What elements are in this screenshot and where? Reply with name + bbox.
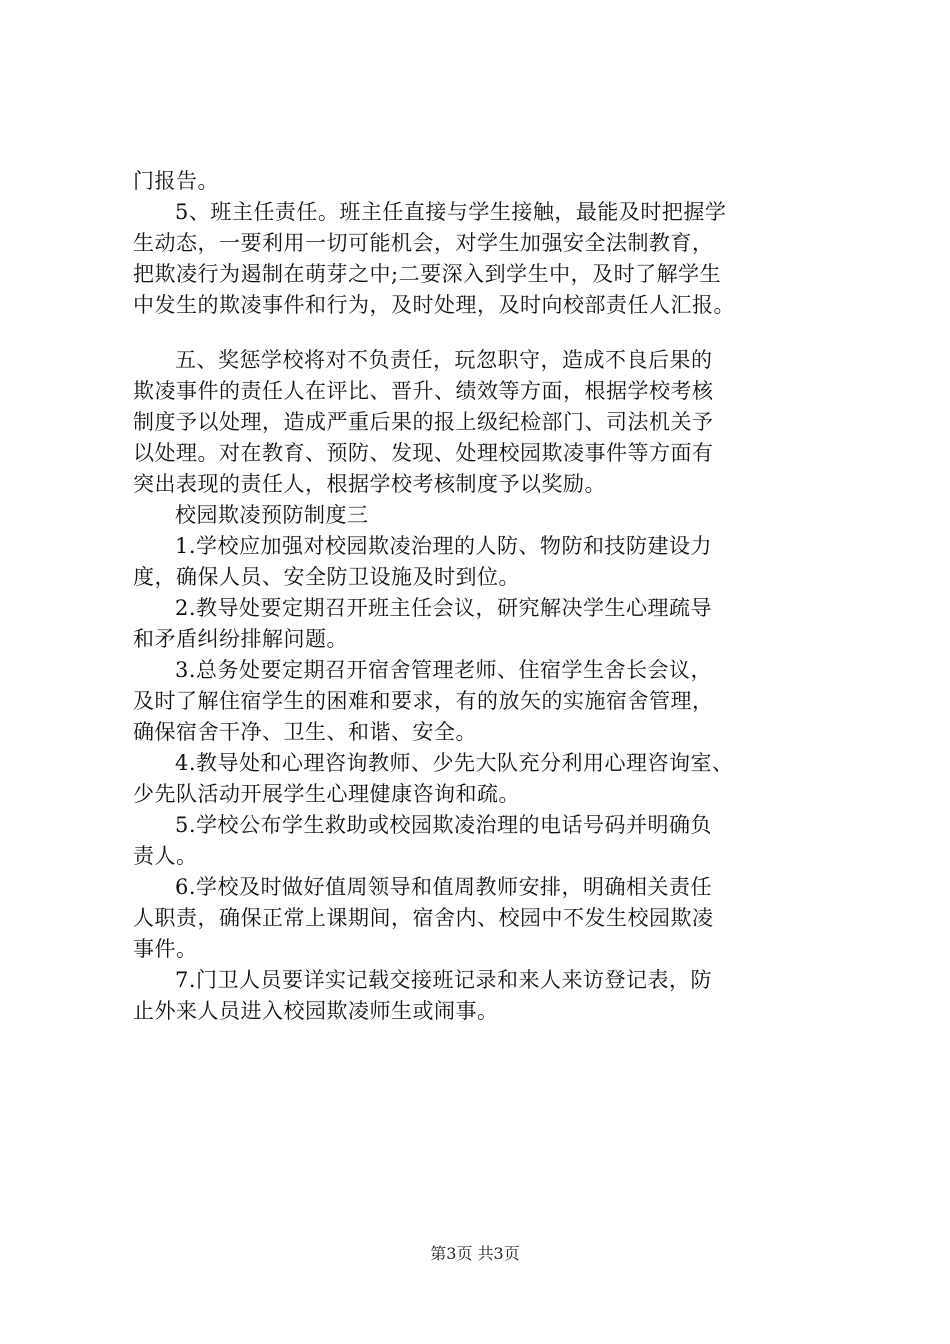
text-line: 少先队活动开展学生心理健康咨询和疏。 xyxy=(133,782,520,806)
paragraph-gap xyxy=(133,321,833,345)
text-line: 责人。 xyxy=(133,844,198,868)
document-body xyxy=(133,166,833,1027)
text-line: 确保宿舍干净、卫生、和谐、安全。 xyxy=(133,720,477,744)
text-line: 2.教导处要定期召开班主任会议，研究解决学生心理疏导 xyxy=(175,596,713,620)
text-line: 5.学校公布学生救助或校园欺凌治理的电话号码并明确负 xyxy=(175,813,713,837)
text-line: 制度予以处理，造成严重后果的报上级纪检部门、司法机关予 xyxy=(133,410,714,434)
text-line: 度，确保人员、安全防卫设施及时到位。 xyxy=(133,565,520,589)
text-line: 4.教导处和心理咨询教师、少先大队充分利用心理咨询室、 xyxy=(175,751,734,775)
section-heading: 校园欺凌预防制度三 xyxy=(175,503,369,527)
text-line: 6.学校及时做好值周领导和值周教师安排，明确相关责任 xyxy=(175,875,713,899)
text-line: 5、班主任责任。班主任直接与学生接触，最能及时把握学 xyxy=(175,200,727,224)
text-line: 以处理。对在教育、预防、发现、处理校园欺凌事件等方面有 xyxy=(133,441,714,465)
text-line: 事件。 xyxy=(133,937,198,961)
text-line: 1.学校应加强对校园欺凌治理的人防、物防和技防建设力 xyxy=(175,534,713,558)
text-line: 中发生的欺凌事件和行为，及时处理，及时向校部责任人汇报。 xyxy=(133,293,735,317)
page-number-footer: 第3页 共3页 xyxy=(430,1244,520,1263)
text-line: 3.总务处要定期召开宿舍管理老师、住宿学生舍长会议， xyxy=(175,658,713,682)
text-line: 门报告。 xyxy=(133,169,219,193)
text-line: 7.门卫人员要详实记载交接班记录和来人来访登记表，防 xyxy=(175,968,713,992)
text-line: 和矛盾纠纷排解问题。 xyxy=(133,627,348,651)
text-line: 人职责，确保正常上课期间，宿舍内、校园中不发生校园欺凌 xyxy=(133,906,714,930)
text-line: 欺凌事件的责任人在评比、晋升、绩效等方面，根据学校考核 xyxy=(133,379,714,403)
text-line: 突出表现的责任人，根据学校考核制度予以奖励。 xyxy=(133,472,606,496)
text-line: 止外来人员进入校园欺凌师生或闹事。 xyxy=(133,999,499,1023)
text-line: 及时了解住宿学生的困难和要求，有的放矢的实施宿舍管理， xyxy=(133,689,714,713)
text-line: 生动态，一要利用一切可能机会，对学生加强安全法制教育， xyxy=(133,231,714,255)
text-line: 把欺凌行为遏制在萌芽之中;二要深入到学生中，及时了解学生 xyxy=(133,262,722,286)
text-line: 五、奖惩学校将对不负责任，玩忽职守，造成不良后果的 xyxy=(175,348,713,372)
